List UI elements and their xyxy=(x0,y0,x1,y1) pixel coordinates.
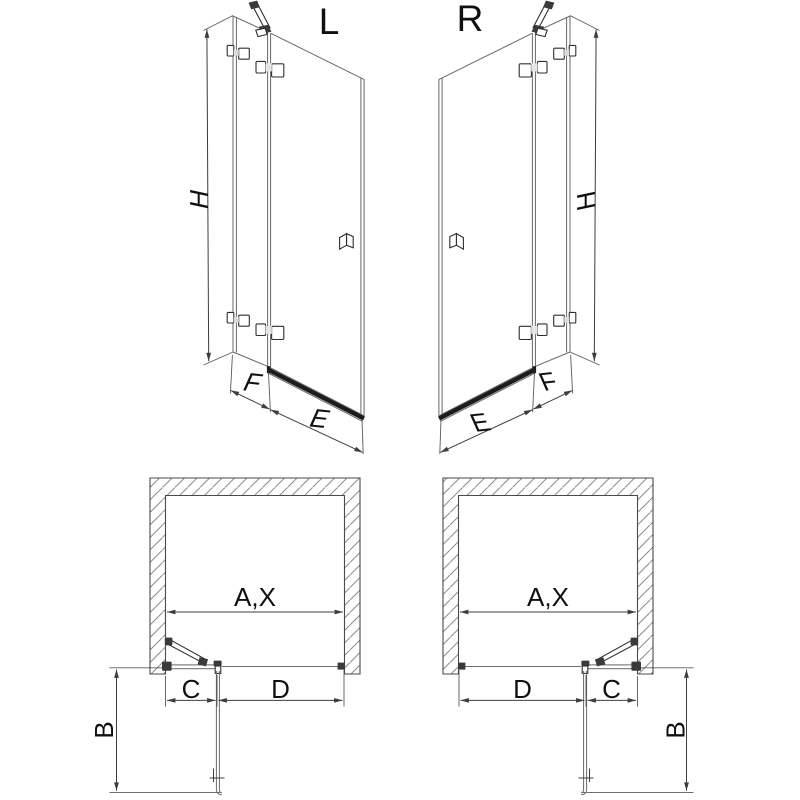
front-view-right-variant xyxy=(439,1,600,454)
fixed-width-dimension-label: F xyxy=(238,367,267,398)
door-segment-dimension-label: D xyxy=(271,674,290,704)
plan-view-left-variant xyxy=(110,612,345,795)
door-segment-dimension-label: D xyxy=(513,674,532,704)
labels-left-plan xyxy=(89,582,290,739)
variant-label-left: L xyxy=(318,1,340,42)
fixed-width-dimension-label: F xyxy=(534,366,563,397)
front-view-left-variant xyxy=(204,1,365,454)
door-swing-depth-dimension-label: B xyxy=(660,721,691,739)
variant-label-right: R xyxy=(456,0,484,39)
niche-walls-left xyxy=(150,478,360,674)
opening-width-dimension-label: A,X xyxy=(234,582,276,612)
door-width-dimension-label: E xyxy=(465,407,496,438)
height-dimension-label: H xyxy=(571,188,601,214)
height-dimension-label: H xyxy=(184,186,214,212)
niche-walls-right xyxy=(443,478,653,674)
opening-width-dimension-label: A,X xyxy=(527,582,569,612)
fixed-segment-dimension-label: C xyxy=(181,674,201,704)
door-width-dimension-label: E xyxy=(304,403,335,434)
fixed-segment-dimension-label: C xyxy=(602,674,621,704)
door-swing-depth-dimension-label: B xyxy=(89,721,119,739)
plan-view-right-variant xyxy=(458,612,693,795)
